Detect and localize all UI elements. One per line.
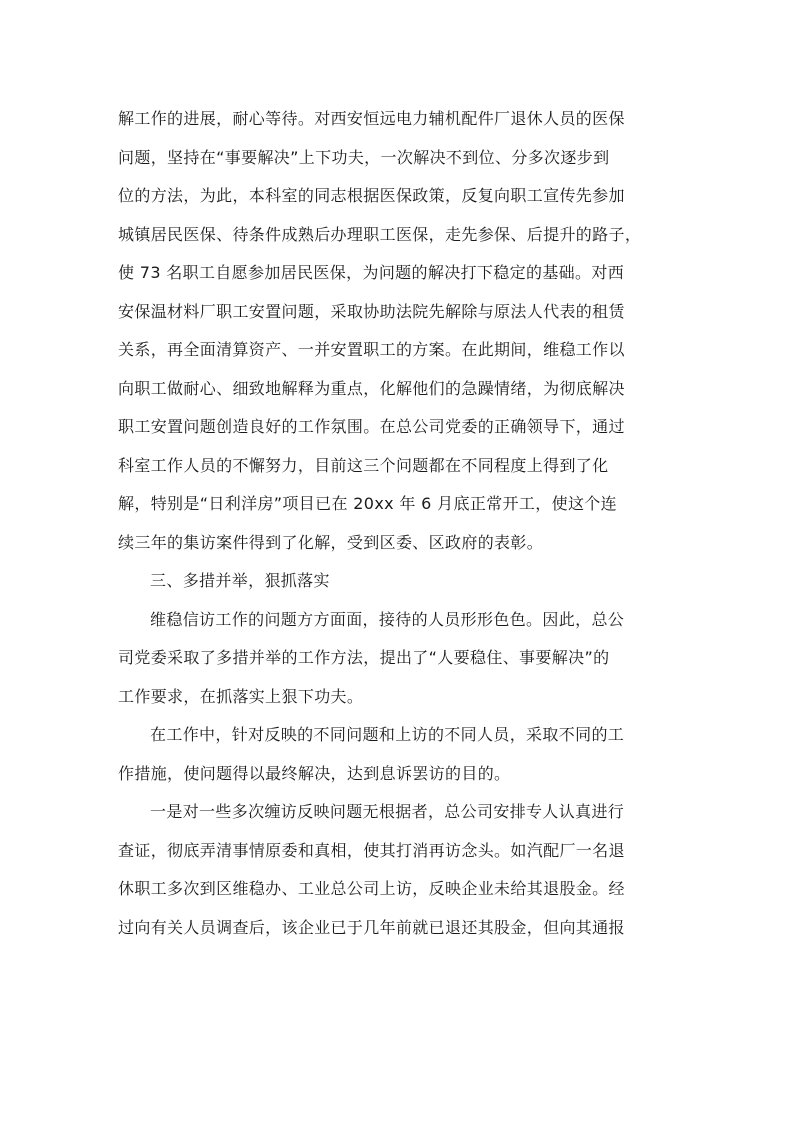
text-line: 过向有关人员调查后，该企业已于几年前就已退还其股金，但向其通报 [118,917,625,937]
text-line: 城镇居民医保、待条件成熟后办理职工医保，走先参保、后提升的路子， [118,224,642,244]
text-line: 安保温材料厂职工安置问题，采取协助法院先解除与原法人代表的租赁 [118,301,625,321]
document-body [118,100,678,947]
text-line: 在工作中，针对反映的不同问题和上访的不同人员，采取不同的工 [150,725,625,744]
text-line: 使 73 名职工自愿参加居民医保，为问题的解决打下稳定的基础。对西 [118,263,625,282]
text-line: 科室工作人员的不懈努力，目前这三个问题都在不同程度上得到了化 [118,455,609,475]
text-line: 维稳信访工作的问题方方面面，接待的人员形形色色。因此，总公 [150,609,625,629]
text-line: 作措施，使问题得以最终解决，达到息诉罢访的目的。 [118,763,511,783]
text-line: 查证，彻底弄清事情原委和真相，使其打消再访念头。如汽配厂一名退 [118,840,625,860]
text-line: 关系，再全面清算资产、一并安置职工的方案。在此期间，维稳工作以 [118,340,625,359]
text-line: 位的方法，为此，本科室的同志根据医保政策，反复向职工宣传先参加 [118,186,625,205]
text-line: 职工安置问题创造良好的工作氛围。在总公司党委的正确领导下，通过 [118,417,625,436]
text-line: 休职工多次到区维稳办、工业总公司上访，反映企业未给其退股金。经 [118,879,625,898]
text-line: 续三年的集访案件得到了化解，受到区委、区政府的表彰。 [118,532,544,552]
text-line: 向职工做耐心、细致地解释为重点，化解他们的急躁情绪，为彻底解决 [118,378,625,398]
text-line: 一是对一些多次缠访反映问题无根据者，总公司安排专人认真进行 [150,802,625,821]
text-line: 工作要求，在抓落实上狠下功夫。 [118,686,364,706]
text-line: 解，特别是“日利洋房”项目已在 20xx 年 6 月底正常开工，使这个连 [118,494,617,513]
text-line: 问题，坚持在“事要解决”上下功夫，一次解决不到位、分多次逐步到 [118,147,610,167]
text-line: 司党委采取了多措并举的工作方法，提出了“人要稳住、事要解决”的 [118,648,610,667]
text-line: 解工作的进展，耐心等待。对西安恒远电力辅机配件厂退休人员的医保 [118,109,625,128]
section-heading: 三、多措并举，狠抓落实 [150,571,330,590]
